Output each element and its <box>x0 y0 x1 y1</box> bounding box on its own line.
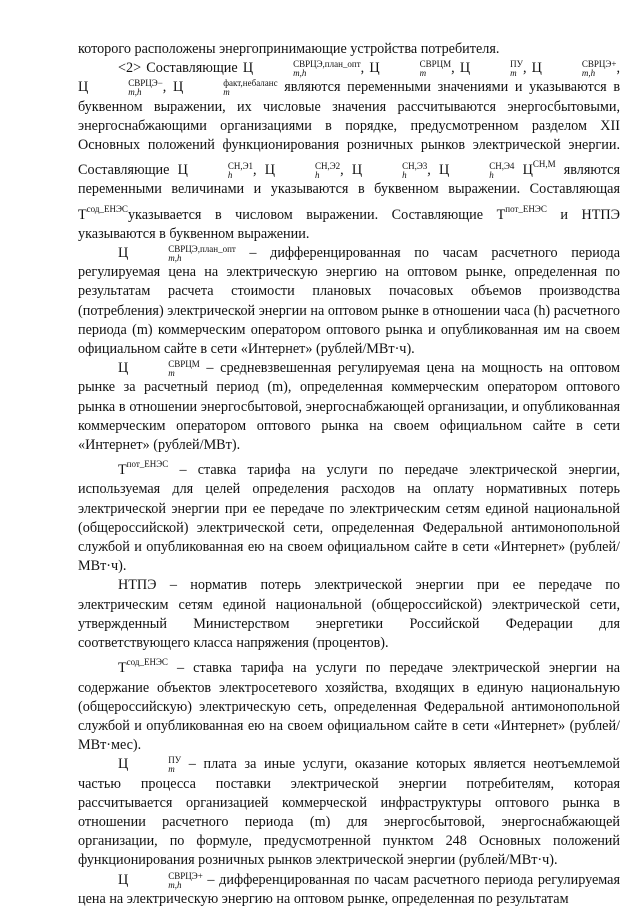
symbol-c-plus: Ц СВРЦЭ+ m,h <box>531 59 617 79</box>
symbol-c-cm: Ц СВРЦМ m <box>369 59 452 79</box>
def-pot-paragraph <box>78 455 620 576</box>
def-plus-text: – дифференцированная по часам расчетного периода регулируемая цена на электрическую энергию на оптовом рынке, определенная по результатам <box>78 871 621 907</box>
def-sod-text: – ставка тарифа на услуги по передаче электрической энергии на содержание объектов электросетевого хозяйства, входящих в единую национальную (общероссийскую) электрическую сеть, определенная Федеральной антимонопольной службой и опубликованная ею на своем официальном сайте в сети «Интернет» (рублей/МВт·мес). <box>78 660 620 754</box>
def-cm-text: – средневзвешенная регулируемая цена на мощность на оптовом рынке за расчетный период (m), определенная коммерческим оператором оптового рынка в отношении энергосбытовой, энергоснабжающей организации, и опубликованная коммерческим оператором оптового рынка на своем официальном сайте в сети «Интернет» (рублей/МВт). <box>78 360 621 454</box>
def-pot-text: – ставка тарифа на услуги по передаче электрической энергии, используемая для целей определения расходов на оплату нормативных потерь электрической энергии при ее передаче по электрическим сетям единой национальной (общероссийской) электрической сети, определенная Федеральной антимонопольной службой и опубликованная ею на своем официальном сайте в сети «Интернет» (рублей/МВт·ч). <box>78 462 621 575</box>
symbol-t-pot: $Т^{пот\_ЕНЭС}$ <box>496 203 547 223</box>
note-text-e: и НТПЭ указываются в буквенном выражении. <box>78 206 620 242</box>
intro-line: которого расположены энергопринимающие устройства потребителя. <box>78 41 500 57</box>
symbol-c-minus: Ц СВРЦЭ− m,h <box>78 78 163 98</box>
def-pu-paragraph <box>78 755 620 870</box>
symbol-c-e4: Ц СН,Э4 h <box>438 161 515 181</box>
symbol-t-pot: $Т^{пот\_ЕНЭС}$ <box>118 459 169 479</box>
symbol-c-plan: Ц СВРЦЭ,план_опт m,h <box>118 244 236 264</box>
note-text-c: являются переменными величинами и указываются в буквенном выражении. Составляющая <box>78 162 620 198</box>
def-plan-text: – дифференцированная по часам расчетного периода регулируемая цена на электрическую энергию на оптовом рынке, определенная по результатам расчета стоимости плановых почасовых объемов производства (потребления) электрической энергии на оптовом рынке в отношении часа (h) расчетного периода (m) коммерческим оператором оптового рынка и опубликованная им на своем официальном сайте в сети «Интернет» (рублей/МВт·ч). <box>78 245 620 358</box>
symbol-c-pu: Ц ПУ m <box>459 59 523 79</box>
symbol-c-fact: Ц факт,небаланс m <box>172 78 278 98</box>
symbol-c-e3: Ц СН,Э3 h <box>351 161 428 181</box>
symbol-c-m: $Ц^{СН,М}$ <box>522 159 556 179</box>
note-text-d: указывается в числовом выражении. Составляющие <box>127 206 484 223</box>
symbol-c-e2: Ц СН,Э2 h <box>264 161 341 181</box>
symbol-c-cm: Ц СВРЦМ m <box>118 359 200 379</box>
def-plus-paragraph <box>78 871 620 909</box>
note-text-b: являются переменными значениями и указываются в буквенном выражении, их числовые значения рассчитываются энергосбытовыми, энергоснабжающими организациями в порядке, предусмотренном разделом XII Основных положений функционирования розничных рынков электрической энергии. Составляющие <box>78 79 621 179</box>
symbol-t-sod: $Т^{сод\_ЕНЭС}$ <box>118 657 168 677</box>
note-marker: <2> <box>118 60 142 77</box>
symbol-c-plus: Ц СВРЦЭ+ m,h <box>118 870 203 890</box>
def-sod-paragraph <box>78 653 620 755</box>
symbol-t-sod: $Т^{сод\_ЕНЭС}$ <box>78 203 128 223</box>
symbol-c-pu: Ц ПУ m <box>118 755 182 775</box>
def-plan-paragraph <box>78 244 620 359</box>
symbol-c-plan: Ц СВРЦЭ,план_опт m,h <box>242 59 361 79</box>
def-pu-text: – плата за иные услуги, оказание которых является неотъемлемой частью процесса поставки электрической энергии потребителям, которая рассчитывается организацией коммерческой инфраструктуры оптового рынка в отношении расчетного периода (m) для энергосбытовой, энергоснабжающей организации, по формуле, предусмотренной пунктом 248 Основных положений функционирования розничных рынков электрической энергии (рублей/МВт·ч). <box>78 756 621 869</box>
note-2-paragraph: <2> Составляющие Ц СВРЦЭ,план_опт m,h , Ц СВРЦМ m , Ц ПУ m , Ц СВРЦЭ+ m,h , Ц СВРЦЭ− m,h , Ц факт,небаланс m являются переменными значениями и указываются в буквенном выражении, их числовые значения рассчитываются энергосбытовыми, энергоснабжающими организациями в порядке, предусмотренном разделом XII Основных положений функционирования розничных рынков электрической энергии. Составляющие Ц СН,Э1 h , Ц СН,Э2 h , Ц СН,Э3 h , Ц СН,Э4 h $Ц^{СН,М}$ являются переменными величинами и указываются в буквенном выражении. Составляющая $Т^{сод\_ЕНЭС}указывается$ в числовом выражении. Составляющие $Т^{пот\_ЕНЭС}$ и НТПЭ указываются в буквенном выражении. <box>78 59 621 242</box>
def-cm-paragraph <box>78 359 620 455</box>
def-ntpe-paragraph: НТПЭ – норматив потерь электрической энергии при ее передаче по электрическим сетям единой национальной (общероссийской) электрической сети, утвержденный Министерством энергетики Российской Федерации для соответствующего класса напряжения (процентов). <box>78 577 620 652</box>
symbol-c-e1: Ц СН,Э1 h <box>177 161 254 181</box>
note-text-a: Составляющие <box>146 60 238 77</box>
